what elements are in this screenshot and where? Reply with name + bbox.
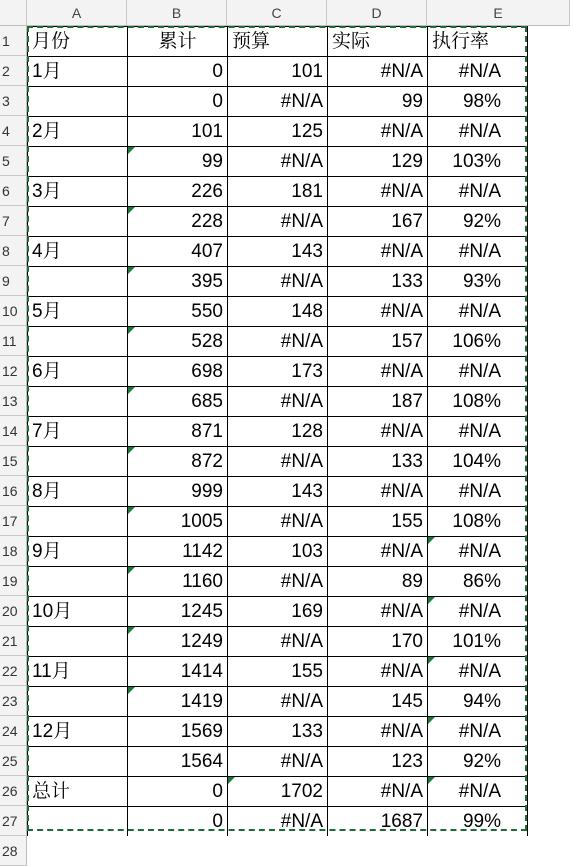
cell-month[interactable] <box>28 507 128 537</box>
row-header-23[interactable]: 23 <box>0 686 27 716</box>
cell-cumulative[interactable]: 0 <box>128 87 228 117</box>
cell-actual[interactable]: #N/A <box>328 537 428 567</box>
table-row <box>28 597 528 627</box>
cell-budget[interactable]: 143 <box>228 237 328 267</box>
cell-month[interactable] <box>28 447 128 477</box>
cell-actual[interactable]: #N/A <box>328 657 428 687</box>
cell-budget[interactable]: #N/A <box>228 627 328 657</box>
cell-actual[interactable]: 89 <box>328 567 428 597</box>
cell-execution-rate[interactable]: #N/A <box>428 237 528 267</box>
row-header-7[interactable]: 7 <box>0 206 27 236</box>
row-header-20[interactable]: 20 <box>0 596 27 626</box>
cell-month[interactable] <box>28 387 128 417</box>
cell-cumulative[interactable]: 0 <box>128 57 228 87</box>
cell-execution-rate[interactable]: 106% <box>428 327 528 357</box>
cell-actual[interactable]: 1687 <box>328 807 428 837</box>
cell-month[interactable]: 11月 <box>28 657 128 687</box>
cell-execution-rate[interactable]: 108% <box>428 507 528 537</box>
column-header-d[interactable]: D <box>327 0 427 26</box>
cell-budget[interactable]: 143 <box>228 477 328 507</box>
cell-budget[interactable]: 103 <box>228 537 328 567</box>
cell-actual[interactable]: #N/A <box>328 237 428 267</box>
cell-execution-rate[interactable]: #N/A <box>428 777 528 807</box>
column-header-e[interactable]: E <box>427 0 570 26</box>
cell-actual[interactable]: #N/A <box>328 177 428 207</box>
cell-execution-rate[interactable]: #N/A <box>428 297 528 327</box>
cell-month[interactable] <box>28 567 128 597</box>
cell-cumulative[interactable]: 1142 <box>128 537 228 567</box>
cell-actual[interactable]: 133 <box>328 267 428 297</box>
cell-execution-rate[interactable]: #N/A <box>428 537 528 567</box>
row-header-3[interactable]: 3 <box>0 86 27 116</box>
cell-cumulative[interactable]: 0 <box>128 777 228 807</box>
table-row <box>28 507 528 537</box>
header-execution-rate[interactable]: 执行率 <box>428 27 528 57</box>
cell-actual[interactable]: #N/A <box>328 777 428 807</box>
cell-month[interactable]: 12月 <box>28 717 128 747</box>
row-header-22[interactable]: 22 <box>0 656 27 686</box>
row-header-25[interactable]: 25 <box>0 746 27 776</box>
cell-actual[interactable]: 133 <box>328 447 428 477</box>
cell-execution-rate[interactable]: #N/A <box>428 417 528 447</box>
cell-budget[interactable]: 173 <box>228 357 328 387</box>
cell-actual[interactable]: 145 <box>328 687 428 717</box>
cell-execution-rate[interactable]: #N/A <box>428 717 528 747</box>
cell-actual[interactable]: #N/A <box>328 597 428 627</box>
table-row <box>28 627 528 657</box>
table-row <box>28 267 528 297</box>
cell-execution-rate[interactable]: #N/A <box>428 657 528 687</box>
cell-month[interactable] <box>28 807 128 837</box>
cell-execution-rate[interactable]: 104% <box>428 447 528 477</box>
row-header-18[interactable]: 18 <box>0 536 27 566</box>
row-header-15[interactable]: 15 <box>0 446 27 476</box>
cell-execution-rate[interactable]: 92% <box>428 747 528 777</box>
cell-cumulative[interactable]: 528 <box>128 327 228 357</box>
table-row <box>28 357 528 387</box>
cell-cumulative[interactable]: 872 <box>128 447 228 477</box>
cell-budget[interactable]: 128 <box>228 417 328 447</box>
cell-month[interactable]: 9月 <box>28 537 128 567</box>
table-row <box>28 297 528 327</box>
cell-budget[interactable]: #N/A <box>228 507 328 537</box>
row-header-11[interactable]: 11 <box>0 326 27 356</box>
cell-cumulative[interactable]: 698 <box>128 357 228 387</box>
cell-budget[interactable]: #N/A <box>228 87 328 117</box>
table-row <box>28 657 528 687</box>
cell-cumulative[interactable]: 550 <box>128 297 228 327</box>
cell-budget[interactable]: 155 <box>228 657 328 687</box>
cell-cumulative[interactable]: 101 <box>128 117 228 147</box>
row-header-5[interactable]: 5 <box>0 146 27 176</box>
spreadsheet-grid <box>27 26 528 837</box>
empty-row-area <box>27 836 570 856</box>
table-row <box>28 807 528 837</box>
cell-execution-rate[interactable]: 108% <box>428 387 528 417</box>
cell-budget[interactable]: #N/A <box>228 327 328 357</box>
cell-month[interactable]: 3月 <box>28 177 128 207</box>
cell-actual[interactable]: #N/A <box>328 57 428 87</box>
cell-budget[interactable]: 133 <box>228 717 328 747</box>
cell-budget[interactable]: 101 <box>228 57 328 87</box>
row-header-4[interactable]: 4 <box>0 116 27 146</box>
header-row <box>28 27 528 57</box>
cell-budget[interactable]: #N/A <box>228 147 328 177</box>
header-budget[interactable]: 预算 <box>228 27 328 57</box>
data-table <box>27 26 528 837</box>
cell-execution-rate[interactable]: 98% <box>428 87 528 117</box>
cell-cumulative[interactable]: 1564 <box>128 747 228 777</box>
cell-execution-rate[interactable]: 103% <box>428 147 528 177</box>
table-row <box>28 537 528 567</box>
table-row <box>28 327 528 357</box>
cell-month[interactable]: 总计 <box>28 777 128 807</box>
cell-cumulative[interactable]: 999 <box>128 477 228 507</box>
cell-cumulative[interactable]: 226 <box>128 177 228 207</box>
cell-budget[interactable]: #N/A <box>228 207 328 237</box>
cell-actual[interactable]: 187 <box>328 387 428 417</box>
cell-budget[interactable]: 125 <box>228 117 328 147</box>
table-row <box>28 687 528 717</box>
row-header-24[interactable]: 24 <box>0 716 27 746</box>
row-header-14[interactable]: 14 <box>0 416 27 446</box>
cell-execution-rate[interactable]: #N/A <box>428 57 528 87</box>
row-header-2[interactable]: 2 <box>0 56 27 86</box>
table-row <box>28 117 528 147</box>
cell-month[interactable] <box>28 267 128 297</box>
cell-month[interactable]: 7月 <box>28 417 128 447</box>
cell-cumulative[interactable]: 685 <box>128 387 228 417</box>
cell-budget[interactable]: #N/A <box>228 447 328 477</box>
cell-actual[interactable]: #N/A <box>328 477 428 507</box>
row-header-8[interactable]: 8 <box>0 236 27 266</box>
cell-month[interactable]: 6月 <box>28 357 128 387</box>
table-row <box>28 477 528 507</box>
cell-budget[interactable]: 181 <box>228 177 328 207</box>
table-row <box>28 147 528 177</box>
cell-cumulative[interactable]: 1249 <box>128 627 228 657</box>
table-row <box>28 237 528 267</box>
header-cumulative[interactable]: 累计 <box>128 27 228 57</box>
cell-cumulative[interactable]: 0 <box>128 807 228 837</box>
column-header-b[interactable]: B <box>127 0 227 26</box>
cell-budget[interactable]: #N/A <box>228 387 328 417</box>
cell-actual[interactable]: 167 <box>328 207 428 237</box>
cell-budget[interactable]: #N/A <box>228 567 328 597</box>
cell-execution-rate[interactable]: 94% <box>428 687 528 717</box>
cell-execution-rate[interactable]: #N/A <box>428 357 528 387</box>
cell-cumulative[interactable]: 1245 <box>128 597 228 627</box>
cell-execution-rate[interactable]: #N/A <box>428 117 528 147</box>
cell-month[interactable]: 2月 <box>28 117 128 147</box>
cell-execution-rate[interactable]: 93% <box>428 267 528 297</box>
cell-cumulative[interactable]: 1160 <box>128 567 228 597</box>
cell-month[interactable]: 8月 <box>28 477 128 507</box>
cell-execution-rate[interactable]: #N/A <box>428 477 528 507</box>
cell-cumulative[interactable]: 99 <box>128 147 228 177</box>
row-header-10[interactable]: 10 <box>0 296 27 326</box>
cell-execution-rate[interactable]: #N/A <box>428 177 528 207</box>
cell-budget[interactable]: #N/A <box>228 747 328 777</box>
cell-cumulative[interactable]: 1414 <box>128 657 228 687</box>
column-header-c[interactable]: C <box>227 0 327 26</box>
cell-cumulative[interactable]: 407 <box>128 237 228 267</box>
cell-actual[interactable]: 129 <box>328 147 428 177</box>
header-month[interactable]: 月份 <box>28 27 128 57</box>
cell-budget[interactable]: #N/A <box>228 267 328 297</box>
row-header-27[interactable]: 27 <box>0 806 27 836</box>
select-all-corner[interactable] <box>0 0 27 26</box>
cell-budget[interactable]: 148 <box>228 297 328 327</box>
row-header-19[interactable]: 19 <box>0 566 27 596</box>
table-row <box>28 177 528 207</box>
cell-cumulative[interactable]: 228 <box>128 207 228 237</box>
cell-actual[interactable]: #N/A <box>328 417 428 447</box>
cell-budget[interactable]: 169 <box>228 597 328 627</box>
table-row <box>28 777 528 807</box>
row-header-21[interactable]: 21 <box>0 626 27 656</box>
cell-budget[interactable]: #N/A <box>228 807 328 837</box>
cell-execution-rate[interactable]: 101% <box>428 627 528 657</box>
cell-month[interactable] <box>28 207 128 237</box>
cell-actual[interactable]: 99 <box>328 87 428 117</box>
row-header-28[interactable]: 28 <box>0 836 27 866</box>
cell-month[interactable] <box>28 87 128 117</box>
cell-month[interactable]: 10月 <box>28 597 128 627</box>
row-header-16[interactable]: 16 <box>0 476 27 506</box>
column-header-a[interactable]: A <box>27 0 127 26</box>
row-header-12[interactable]: 12 <box>0 356 27 386</box>
table-row <box>28 207 528 237</box>
cell-actual[interactable]: 170 <box>328 627 428 657</box>
cell-budget[interactable]: #N/A <box>228 687 328 717</box>
cell-cumulative[interactable]: 1005 <box>128 507 228 537</box>
row-header-1[interactable]: 1 <box>0 26 27 56</box>
table-row <box>28 447 528 477</box>
cell-month[interactable]: 5月 <box>28 297 128 327</box>
row-header-13[interactable]: 13 <box>0 386 27 416</box>
table-row <box>28 387 528 417</box>
cell-actual[interactable]: 157 <box>328 327 428 357</box>
cell-actual[interactable]: #N/A <box>328 297 428 327</box>
cell-actual[interactable]: 155 <box>328 507 428 537</box>
cell-execution-rate[interactable]: 92% <box>428 207 528 237</box>
cell-actual[interactable]: #N/A <box>328 717 428 747</box>
cell-cumulative[interactable]: 871 <box>128 417 228 447</box>
cell-actual[interactable]: #N/A <box>328 117 428 147</box>
row-header-9[interactable]: 9 <box>0 266 27 296</box>
cell-cumulative[interactable]: 1419 <box>128 687 228 717</box>
cell-month[interactable] <box>28 687 128 717</box>
cell-budget[interactable]: 1702 <box>228 777 328 807</box>
row-header-26[interactable]: 26 <box>0 776 27 806</box>
cell-month[interactable]: 1月 <box>28 57 128 87</box>
cell-actual[interactable]: 123 <box>328 747 428 777</box>
row-header-6[interactable]: 6 <box>0 176 27 206</box>
cell-execution-rate[interactable]: 99% <box>428 807 528 837</box>
table-row <box>28 87 528 117</box>
cell-execution-rate[interactable]: #N/A <box>428 597 528 627</box>
cell-cumulative[interactable]: 395 <box>128 267 228 297</box>
table-row <box>28 747 528 777</box>
cell-month[interactable] <box>28 327 128 357</box>
cell-month[interactable] <box>28 627 128 657</box>
cell-month[interactable] <box>28 147 128 177</box>
cell-cumulative[interactable]: 1569 <box>128 717 228 747</box>
cell-month[interactable]: 4月 <box>28 237 128 267</box>
cell-execution-rate[interactable]: 86% <box>428 567 528 597</box>
cell-month[interactable] <box>28 747 128 777</box>
header-actual[interactable]: 实际 <box>328 27 428 57</box>
cell-actual[interactable]: #N/A <box>328 357 428 387</box>
table-row <box>28 567 528 597</box>
table-row <box>28 417 528 447</box>
table-row <box>28 717 528 747</box>
row-header-17[interactable]: 17 <box>0 506 27 536</box>
table-row <box>28 57 528 87</box>
